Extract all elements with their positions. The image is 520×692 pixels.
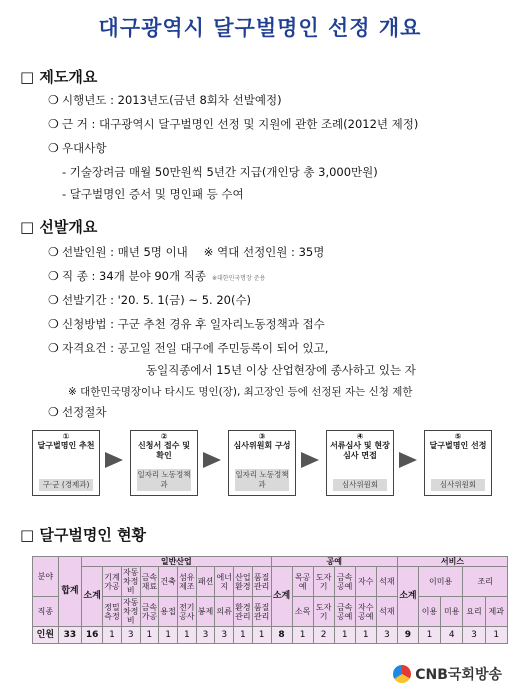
sub-item: - 기술장려금 매월 50만원씩 5년간 지급(개인당 총 3,000만원) [62, 165, 378, 179]
list-item: ❍ 선발기간 : '20. 5. 1(금) ~ 5. 20(수) [48, 293, 252, 307]
list-item: ❍ 선정절차 [48, 405, 107, 419]
note-text: ※ 대한민국명장이나 타시도 명인(장), 최고장인 등에 선정된 자는 신청 제한 [68, 386, 413, 398]
process-step: ② 신청서 접수 및 확인 일자리 노동정책과 [130, 430, 198, 496]
section-heading-selection: □ 선발개요 [20, 218, 98, 236]
circle-bullet-icon: ❍ [48, 293, 59, 307]
arrow-right-icon [301, 452, 319, 468]
logo-icon [393, 665, 411, 683]
section-heading-status: □ 달구벌명인 현황 [20, 526, 147, 544]
broadcaster-logo: CNB국회방송 [393, 664, 502, 684]
total-header: 합계 [58, 557, 81, 627]
list-item: ❍ 근 거 : 대구광역시 달구벌명인 선정 및 지원에 관한 조례(2012년 제정) [48, 117, 419, 131]
process-step: ⑤ 달구벌명인 선정 심사위원회 [424, 430, 492, 496]
table-job-row: 직종 정밀측정 자동차정비 금속가공 용접 전기공사 봉제 의류 환경관리 품질관리 소목 도자기 금속공예 자수공예 석재 이용 미용 요리 제과 [33, 597, 508, 627]
table-row: 인원 33 16 1 3 1 1 1 3 3 1 1 8 1 2 1 1 3 9 1 4 3 1 [33, 627, 508, 644]
page-title: 대구광역시 달구벌명인 선정 개요 [98, 16, 422, 40]
arrow-right-icon [399, 452, 417, 468]
list-item: ❍ 자격요건 : 공고일 전일 대구에 주민등록이 되어 있고, [48, 341, 329, 355]
table-header-row [33, 557, 508, 567]
arrow-right-icon [203, 452, 221, 468]
list-item: ❍ 선발인원 : 매년 5명 이내 ※ 역대 선정인원 : 35명 [48, 245, 325, 259]
selection-process-flow [32, 430, 508, 500]
arrow-right-icon [105, 452, 123, 468]
circle-bullet-icon: ❍ [48, 341, 59, 355]
circle-bullet-icon: ❍ [48, 269, 59, 283]
process-step: ③ 심사위원회 구성 일자리 노동정책과 [228, 430, 296, 496]
circle-bullet-icon: ❍ [48, 141, 59, 155]
category-general: 일반산업 [82, 557, 271, 567]
category-service: 서비스 [397, 557, 507, 567]
circle-bullet-icon: ❍ [48, 405, 59, 419]
circle-bullet-icon: ❍ [48, 317, 59, 331]
circle-bullet-icon: ❍ [48, 117, 59, 131]
table-subheader-row: 소계 기계가공 자동차정비 금속재료 건축 섬유제조 패션 에너지 산업환경 품질관리 소계 목공예 도자기 금속공예 자수 석재 소계 이미용 조리 [33, 567, 508, 597]
process-step: ① 달구벌명인 추천 구·군 (경제과) [32, 430, 100, 496]
sub-item: - 달구벌명인 증서 및 명인패 등 수여 [62, 187, 244, 201]
list-item: ❍ 시행년도 : 2013년도(금년 8회차 선발예정) [48, 93, 282, 107]
list-item: ❍ 직 종 : 34개 분야 90개 직종 ※대한민국명장 준용 [48, 269, 266, 283]
category-craft: 공예 [271, 557, 397, 567]
circle-bullet-icon: ❍ [48, 93, 59, 107]
status-table [32, 556, 508, 644]
section-heading-system: □ 제도개요 [20, 68, 98, 86]
list-item-continuation: 동일직종에서 15년 이상 산업현장에 종사하고 있는 자 [146, 363, 416, 377]
circle-bullet-icon: ❍ [48, 245, 59, 259]
list-item: ❍ 우대사항 [48, 141, 107, 155]
process-step: ④ 서류심사 및 현장심사 면접 심사위원회 [326, 430, 394, 496]
field-header: 분야 [33, 557, 59, 597]
list-item: ❍ 신청방법 : 구군 추천 경유 후 일자리노동정책과 접수 [48, 317, 325, 331]
